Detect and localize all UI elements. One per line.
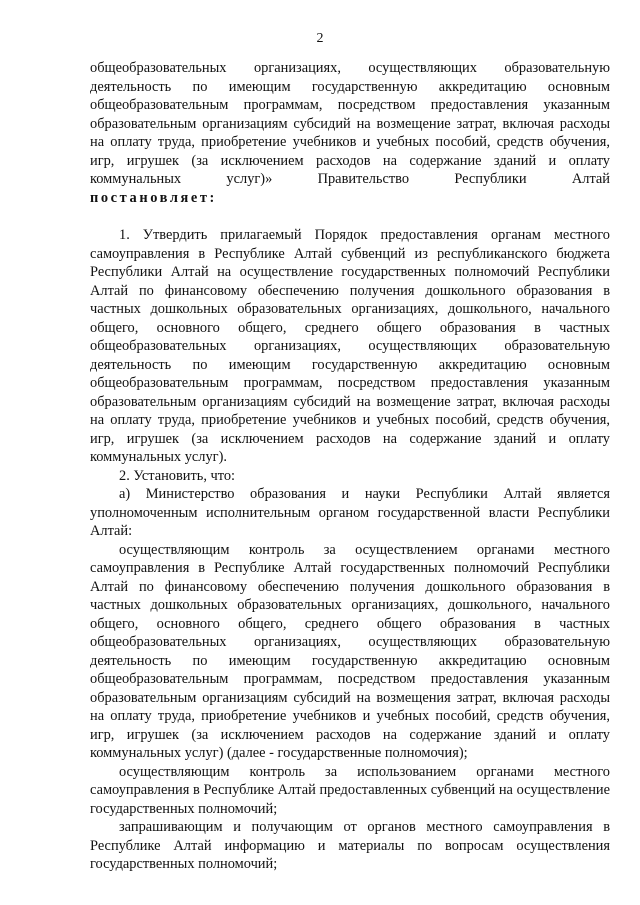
paragraph-control-use: осуществляющим контроль за использованием органами местного самоуправления в Республике Алтай предоставленных субвенций на осуществление государственных полномочий;: [90, 763, 610, 817]
page-number: 2: [316, 31, 324, 46]
decree-word: постановляет:: [90, 189, 217, 206]
paragraph-ministry: а) Министерство образования и науки Республики Алтай является уполномоченным исполнительным органом государственной власти Республики Алтай:: [90, 486, 610, 539]
paragraph-control-exercise: осуществляющим контроль за осуществлением органами местного самоуправления в Республике Алтай государственных полномочий Республики Алтай по финансовому обеспечению получения дошкольного образования в частных дошкольных образовательных организациях, дошкольного, начального общего, основного общего, среднего общего образования в частных общеобразовательных организациях, осуществляющих образовательную деятельность по имеющим государственную аккредитацию основным общеобразовательным программам, посредством предоставления указанным образовательным организациям субсидий на возмещения затрат, включая расходы на оплату труда, приобретение учебников и учебных пособий, средств обучения, игр, игрушек (за исключением расходов на содержание зданий и оплату коммунальных услуг) (далее - государственные полномочия);: [90, 541, 610, 761]
paragraph-request-info: запрашивающим и получающим от органов местного самоуправления в Республике Алтай информацию и материалы по вопросам осуществления государственных полномочий;: [90, 819, 610, 872]
paragraph-establish: 2. Установить, что:: [119, 467, 236, 484]
document-body: [90, 59, 610, 874]
paragraph-approve-procedure: 1. Утвердить прилагаемый Порядок предоставления органам местного самоуправления в Республике Алтай субвенций из республиканского бюджета Республики Алтай на осуществление государственных полномочий Республики Алтай по финансовому обеспечению получения дошкольного образования в частных дошкольных образовательных организациях, дошкольного, начального общего, основного общего, среднего общего образования в частных общеобразовательных организациях, осуществляющих образовательную деятельность по имеющим государственную аккредитацию основным общеобразовательным программам, посредством предоставления указанным образовательным организациям субсидий на возмещение затрат, включая расходы на оплату труда, приобретение учебников и учебных пособий, средств обучения, игр, игрушек (за исключением расходов на содержание зданий и оплату коммунальных услуг).: [90, 227, 610, 465]
intro-paragraph: общеобразовательных организациях, осуществляющих образовательную деятельность по имеющим государственную аккредитацию основным общеобразовательным программам, посредством предоставления указанным образовательным организациям субсидий на возмещение затрат, включая расходы на оплату труда, приобретение учебников и учебных пособий, средств обучения, игр, игрушек (за исключением расходов на содержание зданий и оплату коммунальных услуг)» Правительство Республики Алтай: [90, 60, 610, 187]
paragraph-gap: [90, 207, 610, 226]
